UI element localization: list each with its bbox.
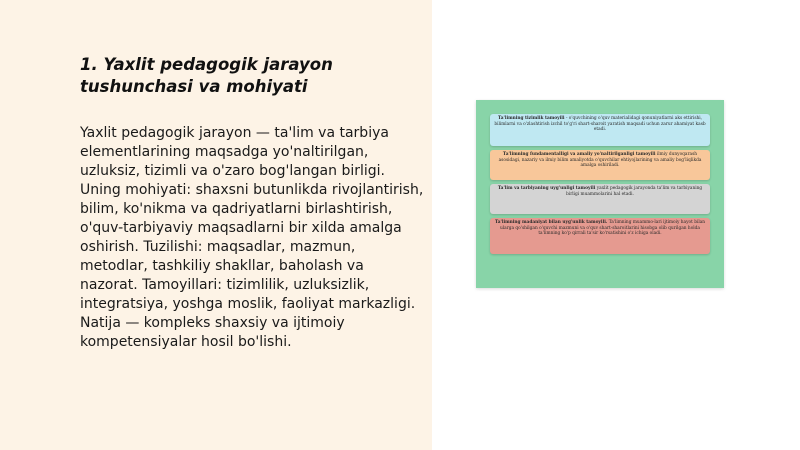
diagram-layer-fundamental xyxy=(490,150,710,180)
layer-text: yaxlit pedagogik jarayonda ta'lim va tarbiyaning birligi muammolarini hal etadi. xyxy=(566,186,703,197)
diagram-layer-systematic xyxy=(490,114,710,146)
layer-text: - o'quvchining o'quv materialidagi qonuniyatlarni aks ettirishi, bilimlarni va o'zlashtirish izchil to'g'ri shart-sharoit yaratish maqsadi uchun zarur ahamiyat kasb etadi. xyxy=(494,116,706,133)
layer-text: ilmiy dunyoqarash asosidagi, nazariy va ilmiy bilim amaliyotda o'quvchilar ehtiyojlarining va amaliy bog'liqlikda amalga oshiriladi. xyxy=(498,152,702,169)
layer-heading: Ta'limning fundamentalligi va amaliy yo'naltirilganligi tamoyili xyxy=(502,152,656,157)
layer-heading: Ta'limning madaniyat bilan uyg'unlik tamoyili. xyxy=(494,220,608,225)
layer-text: Ta'limning muammo-lari ijtimoiy hayot bilan ularga qo'shilgan o'quvchi mazmuni va o'quv shart-sharoitlarini hisobga olib qurilgan holda ta'limning ko'p qirrali ta'sir ko'rsatishini o'z ichiga oladi. xyxy=(500,220,706,237)
slide-body-text: Yaxlit pedagogik jarayon — ta'lim va tarbiya elementlarining maqsadga yo'naltirilgan, uzluksiz, tizimli va o'zaro bog'langan birligi. Uning mohiyati: shaxsni butunlikda rivojlantirish, bilim, ko'nikma va qadriyatlarni birlashtirish, o'quv-tarbiyaviy maqsadlarni bir xilda amalga oshirish. Tuzilishi: maqsadlar, mazmun, metodlar, tashkiliy shakllar, baholash va nazorat. Tamoyillari: tizimlilik, uzluksizlik, integratsiya, yoshga moslik, faoliyat markazligi. Natija — kompleks shaxsiy va ijtimoiy kompetensiyalar hosil bo'lishi. xyxy=(80,125,424,350)
layer-heading: Ta'limning tizimlik tamoyili xyxy=(497,116,565,121)
diagram-layer-culture xyxy=(490,218,710,254)
principles-diagram-image xyxy=(476,100,724,288)
diagram-layer-harmony xyxy=(490,184,710,214)
layer-heading: Ta'lim va tarbiyaning uyg'unligi tamoyili xyxy=(497,186,596,191)
slide-title: 1. Yaxlit pedagogik jarayon tushunchasi va mohiyati xyxy=(80,55,333,96)
